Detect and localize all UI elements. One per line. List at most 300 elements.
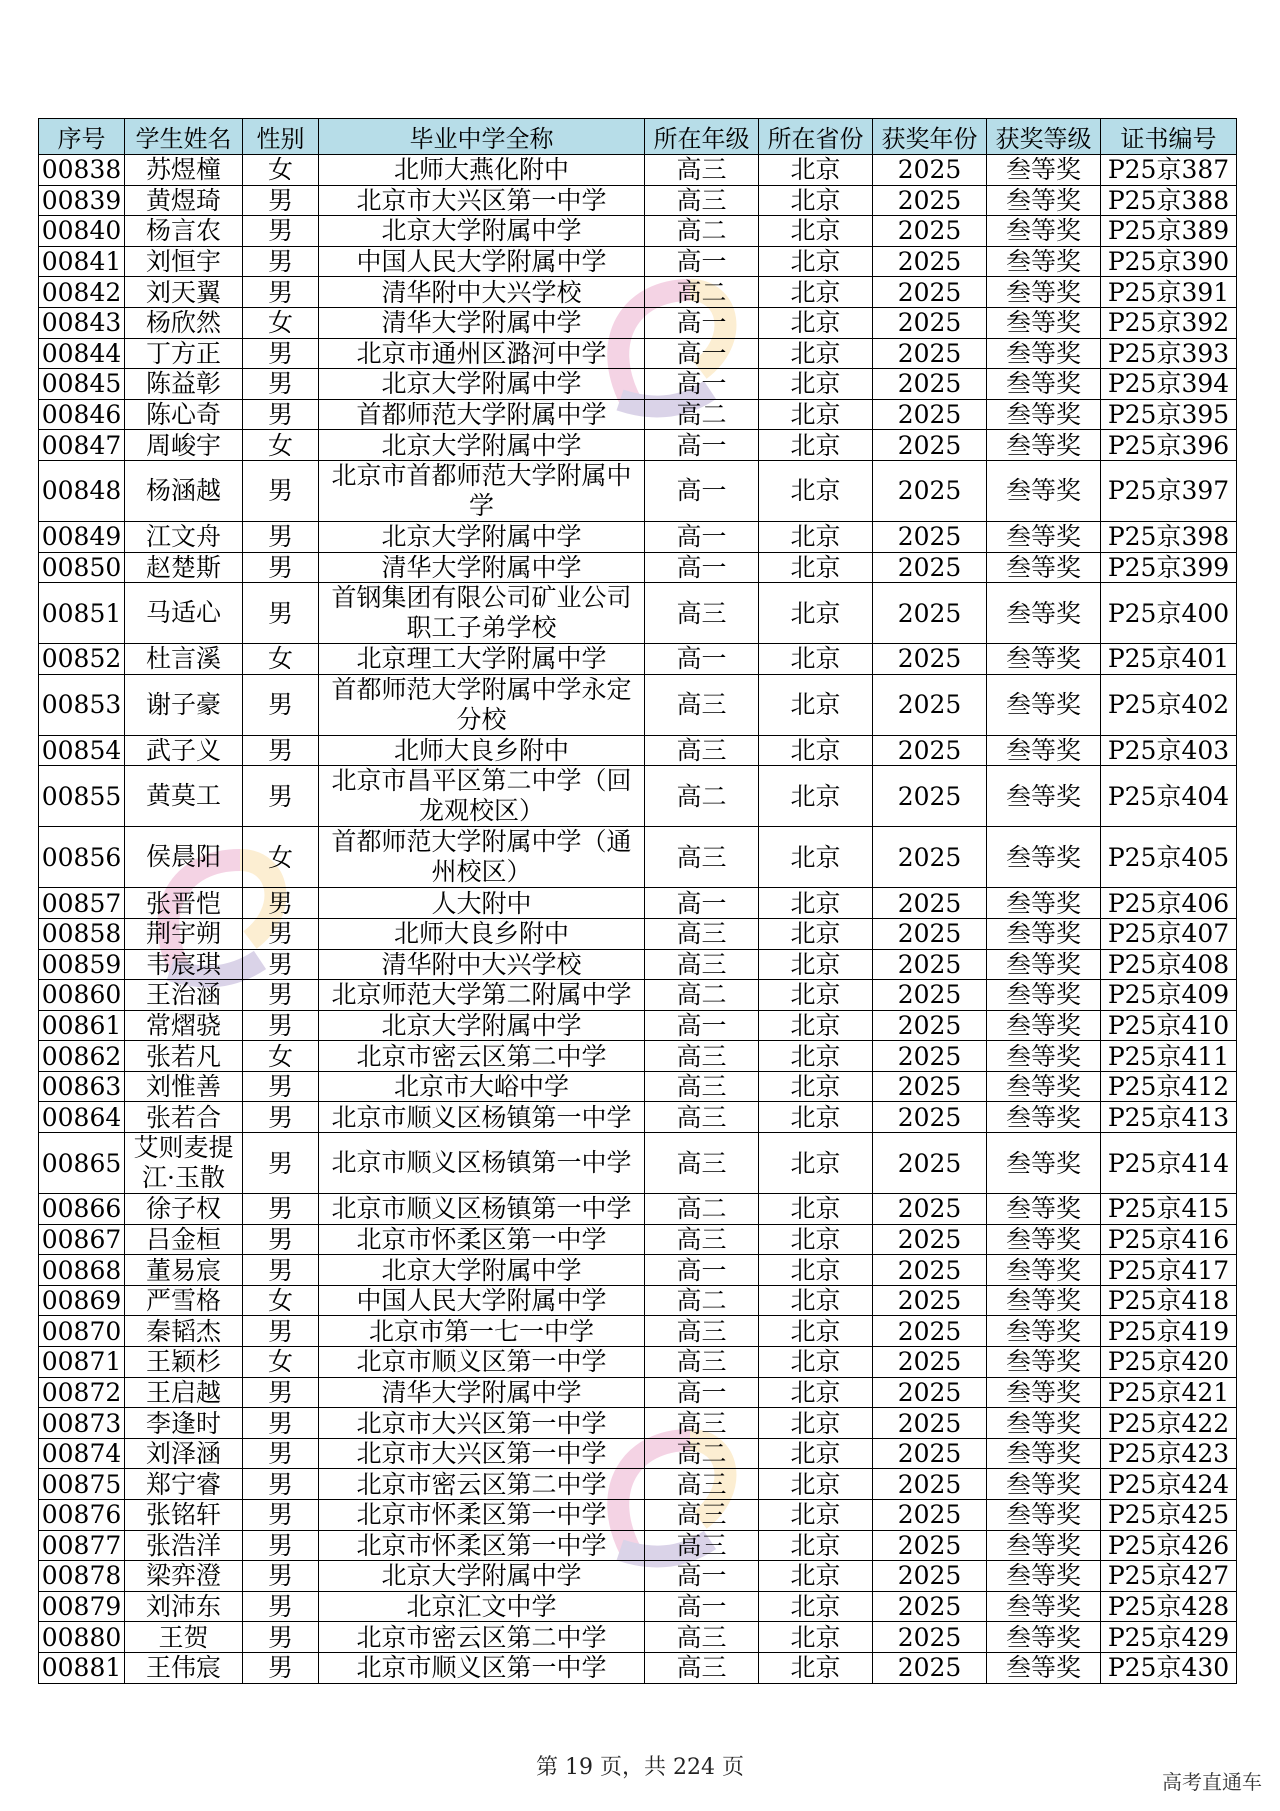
table-row xyxy=(39,1285,1237,1316)
table-row xyxy=(39,1316,1237,1347)
cell-province: 北京 xyxy=(759,1010,873,1041)
cell-grade: 高三 xyxy=(645,1316,759,1347)
table-row xyxy=(39,246,1237,277)
cell-award-level: 叁等奖 xyxy=(987,1591,1101,1622)
table-row xyxy=(39,1561,1237,1592)
cell-school: 北京市顺义区杨镇第一中学 xyxy=(319,1194,645,1225)
cell-school: 人大附中 xyxy=(319,888,645,919)
cell-award-level: 叁等奖 xyxy=(987,246,1101,277)
table-row xyxy=(39,1500,1237,1531)
cell-serial: 00881 xyxy=(39,1652,125,1683)
cell-award-year: 2025 xyxy=(873,1622,987,1653)
table-row xyxy=(39,369,1237,400)
cell-school: 北京市密云区第二中学 xyxy=(319,1622,645,1653)
cell-certificate-no: P25京390 xyxy=(1101,246,1237,277)
cell-award-year: 2025 xyxy=(873,644,987,675)
cell-gender: 男 xyxy=(243,1255,319,1286)
cell-certificate-no: P25京399 xyxy=(1101,552,1237,583)
cell-serial: 00838 xyxy=(39,155,125,186)
cell-student-name: 刘泽涵 xyxy=(125,1438,243,1469)
cell-province: 北京 xyxy=(759,1041,873,1072)
cell-award-level: 叁等奖 xyxy=(987,369,1101,400)
cell-award-year: 2025 xyxy=(873,674,987,735)
cell-student-name: 郑宁睿 xyxy=(125,1469,243,1500)
cell-certificate-no: P25京409 xyxy=(1101,980,1237,1011)
cell-serial: 00856 xyxy=(39,827,125,888)
cell-school: 北师大良乡附中 xyxy=(319,735,645,766)
cell-award-year: 2025 xyxy=(873,1408,987,1439)
cell-certificate-no: P25京397 xyxy=(1101,460,1237,521)
cell-certificate-no: P25京419 xyxy=(1101,1316,1237,1347)
cell-student-name: 丁方正 xyxy=(125,338,243,369)
cell-serial: 00853 xyxy=(39,674,125,735)
cell-serial: 00840 xyxy=(39,216,125,247)
cell-gender: 女 xyxy=(243,155,319,186)
cell-province: 北京 xyxy=(759,735,873,766)
cell-grade: 高三 xyxy=(645,1652,759,1683)
cell-province: 北京 xyxy=(759,338,873,369)
cell-serial: 00868 xyxy=(39,1255,125,1286)
cell-province: 北京 xyxy=(759,1255,873,1286)
cell-award-level: 叁等奖 xyxy=(987,430,1101,461)
cell-grade: 高三 xyxy=(645,1408,759,1439)
cell-gender: 男 xyxy=(243,1010,319,1041)
cell-serial: 00855 xyxy=(39,766,125,827)
cell-award-year: 2025 xyxy=(873,399,987,430)
cell-certificate-no: P25京403 xyxy=(1101,735,1237,766)
cell-certificate-no: P25京421 xyxy=(1101,1377,1237,1408)
cell-grade: 高三 xyxy=(645,1622,759,1653)
cell-serial: 00862 xyxy=(39,1041,125,1072)
cell-province: 北京 xyxy=(759,827,873,888)
cell-award-year: 2025 xyxy=(873,521,987,552)
cell-serial: 00854 xyxy=(39,735,125,766)
cell-gender: 男 xyxy=(243,1408,319,1439)
cell-award-level: 叁等奖 xyxy=(987,307,1101,338)
cell-school: 清华大学附属中学 xyxy=(319,552,645,583)
cell-award-year: 2025 xyxy=(873,1133,987,1194)
cell-award-level: 叁等奖 xyxy=(987,1255,1101,1286)
cell-award-year: 2025 xyxy=(873,918,987,949)
cell-award-level: 叁等奖 xyxy=(987,1530,1101,1561)
cell-grade: 高三 xyxy=(645,1102,759,1133)
cell-gender: 女 xyxy=(243,644,319,675)
cell-certificate-no: P25京410 xyxy=(1101,1010,1237,1041)
cell-grade: 高一 xyxy=(645,460,759,521)
cell-province: 北京 xyxy=(759,1591,873,1622)
cell-award-level: 叁等奖 xyxy=(987,1652,1101,1683)
cell-award-year: 2025 xyxy=(873,1010,987,1041)
cell-grade: 高一 xyxy=(645,1591,759,1622)
cell-gender: 男 xyxy=(243,1071,319,1102)
cell-school: 北京市顺义区杨镇第一中学 xyxy=(319,1133,645,1194)
cell-grade: 高三 xyxy=(645,1530,759,1561)
cell-grade: 高三 xyxy=(645,949,759,980)
cell-grade: 高三 xyxy=(645,735,759,766)
cell-award-level: 叁等奖 xyxy=(987,1010,1101,1041)
cell-award-level: 叁等奖 xyxy=(987,1408,1101,1439)
cell-serial: 00845 xyxy=(39,369,125,400)
cell-grade: 高二 xyxy=(645,1194,759,1225)
cell-grade: 高三 xyxy=(645,1500,759,1531)
cell-student-name: 李逢时 xyxy=(125,1408,243,1439)
cell-award-year: 2025 xyxy=(873,1438,987,1469)
cell-student-name: 杨欣然 xyxy=(125,307,243,338)
cell-school: 北京市通州区潞河中学 xyxy=(319,338,645,369)
cell-gender: 男 xyxy=(243,888,319,919)
cell-school: 北京大学附属中学 xyxy=(319,521,645,552)
cell-award-year: 2025 xyxy=(873,1224,987,1255)
cell-grade: 高三 xyxy=(645,185,759,216)
cell-gender: 男 xyxy=(243,185,319,216)
header-student-name: 学生姓名 xyxy=(125,119,243,155)
cell-award-level: 叁等奖 xyxy=(987,644,1101,675)
cell-student-name: 刘恒宇 xyxy=(125,246,243,277)
cell-gender: 男 xyxy=(243,399,319,430)
cell-gender: 男 xyxy=(243,766,319,827)
cell-student-name: 严雪格 xyxy=(125,1285,243,1316)
table-row xyxy=(39,1133,1237,1194)
cell-award-year: 2025 xyxy=(873,1347,987,1378)
cell-gender: 女 xyxy=(243,430,319,461)
cell-province: 北京 xyxy=(759,1224,873,1255)
cell-serial: 00870 xyxy=(39,1316,125,1347)
table-row xyxy=(39,735,1237,766)
cell-certificate-no: P25京412 xyxy=(1101,1071,1237,1102)
cell-serial: 00860 xyxy=(39,980,125,1011)
table-row xyxy=(39,827,1237,888)
cell-serial: 00848 xyxy=(39,460,125,521)
table-row xyxy=(39,155,1237,186)
cell-gender: 男 xyxy=(243,1500,319,1531)
cell-award-level: 叁等奖 xyxy=(987,1285,1101,1316)
cell-grade: 高一 xyxy=(645,644,759,675)
cell-province: 北京 xyxy=(759,1438,873,1469)
cell-province: 北京 xyxy=(759,766,873,827)
cell-award-level: 叁等奖 xyxy=(987,1469,1101,1500)
cell-school: 北京大学附属中学 xyxy=(319,1561,645,1592)
table-row xyxy=(39,1530,1237,1561)
cell-certificate-no: P25京408 xyxy=(1101,949,1237,980)
cell-grade: 高三 xyxy=(645,827,759,888)
cell-school: 北京市顺义区第一中学 xyxy=(319,1652,645,1683)
cell-award-year: 2025 xyxy=(873,1469,987,1500)
cell-gender: 男 xyxy=(243,1591,319,1622)
cell-gender: 男 xyxy=(243,918,319,949)
cell-award-year: 2025 xyxy=(873,1591,987,1622)
cell-award-year: 2025 xyxy=(873,1316,987,1347)
cell-grade: 高三 xyxy=(645,674,759,735)
cell-award-level: 叁等奖 xyxy=(987,735,1101,766)
cell-province: 北京 xyxy=(759,918,873,949)
cell-grade: 高二 xyxy=(645,216,759,247)
cell-student-name: 杨言农 xyxy=(125,216,243,247)
cell-serial: 00864 xyxy=(39,1102,125,1133)
cell-award-year: 2025 xyxy=(873,949,987,980)
cell-award-year: 2025 xyxy=(873,1285,987,1316)
cell-school: 首都师范大学附属中学永定分校 xyxy=(319,674,645,735)
cell-school: 北京市大兴区第一中学 xyxy=(319,1408,645,1439)
cell-certificate-no: P25京401 xyxy=(1101,644,1237,675)
cell-province: 北京 xyxy=(759,1194,873,1225)
cell-grade: 高一 xyxy=(645,430,759,461)
cell-award-year: 2025 xyxy=(873,155,987,186)
cell-school: 北京理工大学附属中学 xyxy=(319,644,645,675)
cell-grade: 高三 xyxy=(645,1133,759,1194)
cell-school: 北京市怀柔区第一中学 xyxy=(319,1530,645,1561)
cell-serial: 00872 xyxy=(39,1377,125,1408)
cell-province: 北京 xyxy=(759,1377,873,1408)
table-row xyxy=(39,399,1237,430)
cell-award-level: 叁等奖 xyxy=(987,1500,1101,1531)
cell-school: 北京师范大学第二附属中学 xyxy=(319,980,645,1011)
table-row xyxy=(39,277,1237,308)
table-row xyxy=(39,430,1237,461)
cell-grade: 高一 xyxy=(645,552,759,583)
cell-province: 北京 xyxy=(759,307,873,338)
cell-school: 北京市第一七一中学 xyxy=(319,1316,645,1347)
cell-student-name: 江文舟 xyxy=(125,521,243,552)
cell-certificate-no: P25京393 xyxy=(1101,338,1237,369)
table-row xyxy=(39,674,1237,735)
cell-gender: 男 xyxy=(243,583,319,644)
table-row xyxy=(39,1041,1237,1072)
table-row xyxy=(39,338,1237,369)
cell-serial: 00873 xyxy=(39,1408,125,1439)
cell-school: 北京市大峪中学 xyxy=(319,1071,645,1102)
cell-certificate-no: P25京400 xyxy=(1101,583,1237,644)
cell-gender: 男 xyxy=(243,1133,319,1194)
cell-award-year: 2025 xyxy=(873,1652,987,1683)
cell-certificate-no: P25京396 xyxy=(1101,430,1237,461)
cell-certificate-no: P25京404 xyxy=(1101,766,1237,827)
cell-award-level: 叁等奖 xyxy=(987,1041,1101,1072)
cell-serial: 00869 xyxy=(39,1285,125,1316)
table-row xyxy=(39,1469,1237,1500)
cell-award-level: 叁等奖 xyxy=(987,980,1101,1011)
cell-gender: 男 xyxy=(243,1316,319,1347)
cell-certificate-no: P25京422 xyxy=(1101,1408,1237,1439)
cell-grade: 高一 xyxy=(645,1377,759,1408)
cell-award-level: 叁等奖 xyxy=(987,1224,1101,1255)
table-row xyxy=(39,949,1237,980)
cell-student-name: 董易宸 xyxy=(125,1255,243,1286)
cell-school: 北京市大兴区第一中学 xyxy=(319,1438,645,1469)
cell-serial: 00847 xyxy=(39,430,125,461)
cell-award-year: 2025 xyxy=(873,1530,987,1561)
cell-certificate-no: P25京423 xyxy=(1101,1438,1237,1469)
header-grade: 所在年级 xyxy=(645,119,759,155)
cell-school: 清华大学附属中学 xyxy=(319,307,645,338)
cell-serial: 00852 xyxy=(39,644,125,675)
table-row xyxy=(39,521,1237,552)
cell-gender: 男 xyxy=(243,338,319,369)
cell-school: 北师大燕化附中 xyxy=(319,155,645,186)
cell-student-name: 梁弈澄 xyxy=(125,1561,243,1592)
cell-award-year: 2025 xyxy=(873,430,987,461)
cell-student-name: 谢子豪 xyxy=(125,674,243,735)
cell-student-name: 荆宇朔 xyxy=(125,918,243,949)
cell-student-name: 黄莫工 xyxy=(125,766,243,827)
cell-school: 北京市大兴区第一中学 xyxy=(319,185,645,216)
cell-school: 北京市昌平区第二中学（回龙观校区） xyxy=(319,766,645,827)
cell-gender: 男 xyxy=(243,369,319,400)
cell-school: 中国人民大学附属中学 xyxy=(319,246,645,277)
cell-student-name: 常熠骁 xyxy=(125,1010,243,1041)
cell-grade: 高三 xyxy=(645,1071,759,1102)
cell-student-name: 吕金桓 xyxy=(125,1224,243,1255)
cell-award-level: 叁等奖 xyxy=(987,1622,1101,1653)
cell-school: 北京市怀柔区第一中学 xyxy=(319,1500,645,1531)
cell-gender: 男 xyxy=(243,674,319,735)
cell-province: 北京 xyxy=(759,1347,873,1378)
cell-gender: 男 xyxy=(243,1469,319,1500)
cell-serial: 00844 xyxy=(39,338,125,369)
cell-province: 北京 xyxy=(759,1316,873,1347)
cell-grade: 高二 xyxy=(645,1285,759,1316)
header-award-year: 获奖年份 xyxy=(873,119,987,155)
cell-grade: 高三 xyxy=(645,155,759,186)
cell-award-level: 叁等奖 xyxy=(987,277,1101,308)
cell-gender: 男 xyxy=(243,460,319,521)
cell-province: 北京 xyxy=(759,674,873,735)
table-row xyxy=(39,1347,1237,1378)
table-row xyxy=(39,1377,1237,1408)
cell-certificate-no: P25京426 xyxy=(1101,1530,1237,1561)
cell-school: 北京市首都师范大学附属中学 xyxy=(319,460,645,521)
cell-grade: 高一 xyxy=(645,888,759,919)
cell-award-year: 2025 xyxy=(873,980,987,1011)
cell-school: 北京大学附属中学 xyxy=(319,216,645,247)
cell-award-year: 2025 xyxy=(873,460,987,521)
cell-serial: 00842 xyxy=(39,277,125,308)
cell-school: 清华附中大兴学校 xyxy=(319,277,645,308)
table-header-row xyxy=(39,119,1237,155)
cell-certificate-no: P25京425 xyxy=(1101,1500,1237,1531)
cell-student-name: 王治涵 xyxy=(125,980,243,1011)
cell-award-year: 2025 xyxy=(873,888,987,919)
header-province: 所在省份 xyxy=(759,119,873,155)
table-row xyxy=(39,766,1237,827)
cell-serial: 00859 xyxy=(39,949,125,980)
cell-award-level: 叁等奖 xyxy=(987,521,1101,552)
cell-student-name: 张浩洋 xyxy=(125,1530,243,1561)
cell-grade: 高三 xyxy=(645,1469,759,1500)
table-row xyxy=(39,185,1237,216)
cell-award-year: 2025 xyxy=(873,1377,987,1408)
cell-school: 北京大学附属中学 xyxy=(319,1255,645,1286)
cell-gender: 男 xyxy=(243,1438,319,1469)
cell-award-level: 叁等奖 xyxy=(987,185,1101,216)
cell-award-year: 2025 xyxy=(873,1500,987,1531)
cell-certificate-no: P25京394 xyxy=(1101,369,1237,400)
table-row xyxy=(39,583,1237,644)
cell-certificate-no: P25京413 xyxy=(1101,1102,1237,1133)
cell-school: 首都师范大学附属中学 xyxy=(319,399,645,430)
cell-gender: 男 xyxy=(243,1194,319,1225)
cell-award-level: 叁等奖 xyxy=(987,1316,1101,1347)
table-row xyxy=(39,460,1237,521)
cell-grade: 高二 xyxy=(645,980,759,1011)
cell-school: 北京市顺义区第一中学 xyxy=(319,1347,645,1378)
cell-province: 北京 xyxy=(759,1561,873,1592)
cell-province: 北京 xyxy=(759,1469,873,1500)
cell-province: 北京 xyxy=(759,1408,873,1439)
cell-award-level: 叁等奖 xyxy=(987,1377,1101,1408)
cell-gender: 男 xyxy=(243,980,319,1011)
cell-grade: 高二 xyxy=(645,277,759,308)
cell-student-name: 艾则麦提江·玉散 xyxy=(125,1133,243,1194)
cell-award-level: 叁等奖 xyxy=(987,1071,1101,1102)
cell-grade: 高一 xyxy=(645,1255,759,1286)
cell-grade: 高一 xyxy=(645,1561,759,1592)
cell-grade: 高一 xyxy=(645,307,759,338)
cell-student-name: 陈益彰 xyxy=(125,369,243,400)
cell-school: 北京市密云区第二中学 xyxy=(319,1041,645,1072)
cell-award-year: 2025 xyxy=(873,1071,987,1102)
cell-student-name: 王伟宸 xyxy=(125,1652,243,1683)
brand-watermark-text: 高考直通车 xyxy=(1162,1770,1262,1794)
cell-award-year: 2025 xyxy=(873,1255,987,1286)
cell-province: 北京 xyxy=(759,155,873,186)
cell-certificate-no: P25京402 xyxy=(1101,674,1237,735)
cell-student-name: 杜言溪 xyxy=(125,644,243,675)
cell-grade: 高一 xyxy=(645,1010,759,1041)
cell-province: 北京 xyxy=(759,277,873,308)
cell-award-year: 2025 xyxy=(873,338,987,369)
cell-student-name: 马适心 xyxy=(125,583,243,644)
cell-serial: 00865 xyxy=(39,1133,125,1194)
cell-certificate-no: P25京417 xyxy=(1101,1255,1237,1286)
cell-student-name: 张晋恺 xyxy=(125,888,243,919)
cell-award-level: 叁等奖 xyxy=(987,949,1101,980)
cell-student-name: 韦宸琪 xyxy=(125,949,243,980)
cell-school: 首都师范大学附属中学（通州校区） xyxy=(319,827,645,888)
cell-school: 北京市密云区第二中学 xyxy=(319,1469,645,1500)
cell-award-year: 2025 xyxy=(873,583,987,644)
cell-province: 北京 xyxy=(759,1530,873,1561)
cell-award-year: 2025 xyxy=(873,735,987,766)
cell-school: 清华大学附属中学 xyxy=(319,1377,645,1408)
cell-award-year: 2025 xyxy=(873,216,987,247)
cell-award-year: 2025 xyxy=(873,307,987,338)
cell-serial: 00876 xyxy=(39,1500,125,1531)
cell-province: 北京 xyxy=(759,1285,873,1316)
cell-award-level: 叁等奖 xyxy=(987,1194,1101,1225)
cell-province: 北京 xyxy=(759,460,873,521)
cell-certificate-no: P25京418 xyxy=(1101,1285,1237,1316)
cell-province: 北京 xyxy=(759,1102,873,1133)
cell-province: 北京 xyxy=(759,1652,873,1683)
cell-certificate-no: P25京407 xyxy=(1101,918,1237,949)
table-row xyxy=(39,1652,1237,1683)
cell-certificate-no: P25京414 xyxy=(1101,1133,1237,1194)
cell-gender: 男 xyxy=(243,216,319,247)
cell-gender: 男 xyxy=(243,1224,319,1255)
cell-award-level: 叁等奖 xyxy=(987,155,1101,186)
cell-school: 清华附中大兴学校 xyxy=(319,949,645,980)
cell-gender: 男 xyxy=(243,1377,319,1408)
cell-student-name: 王启越 xyxy=(125,1377,243,1408)
page-number: 第 19 页，共 224 页 xyxy=(536,1755,744,1780)
cell-school: 北京大学附属中学 xyxy=(319,1010,645,1041)
table-row xyxy=(39,888,1237,919)
cell-grade: 高三 xyxy=(645,918,759,949)
cell-grade: 高一 xyxy=(645,246,759,277)
cell-province: 北京 xyxy=(759,246,873,277)
cell-student-name: 张若凡 xyxy=(125,1041,243,1072)
header-award-level: 获奖等级 xyxy=(987,119,1101,155)
